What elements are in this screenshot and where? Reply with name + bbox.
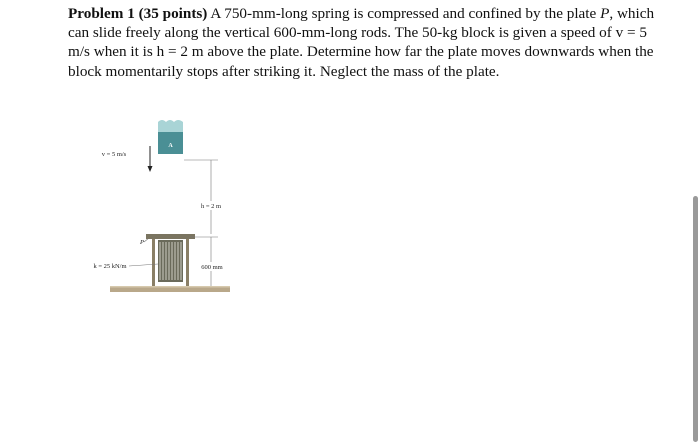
problem-statement [68,4,668,81]
problem-heading: Problem 1 (35 points) [68,5,208,22]
right-rod [186,236,189,286]
ground-base-highlight [110,286,230,288]
height-label: h = 2 m [200,203,222,210]
velocity-label: v = 5 m/s [101,151,127,158]
problem-text-part-1: A 750-mm-long spring is compressed and confined by the plate [207,5,601,22]
rod-length-label: 600 mm [201,264,223,271]
plate-variable: P [600,5,610,22]
velocity-arrow-head-icon [148,166,153,172]
plate-p [146,234,195,239]
vertical-scrollbar[interactable] [693,196,698,442]
figure-svg [80,110,260,300]
stiffness-label: k = 25 kN/m [93,263,127,270]
spring-block-figure [80,110,260,300]
problem-text-part-2: , which can slide freely along the vertical 600-mm-long rods. The 50-kg block is given a speed of v = 5 m/s when it is h = 2 m above the plate. Determine how far the plate moves downwards when the block momentarily stops after striking it. Neglect the mass of the plate. [68,5,655,80]
block-top-highlight [158,120,183,132]
block-label: A [168,143,173,149]
spring-body [158,240,183,282]
plate-label: P [140,239,144,246]
left-rod [152,236,155,286]
